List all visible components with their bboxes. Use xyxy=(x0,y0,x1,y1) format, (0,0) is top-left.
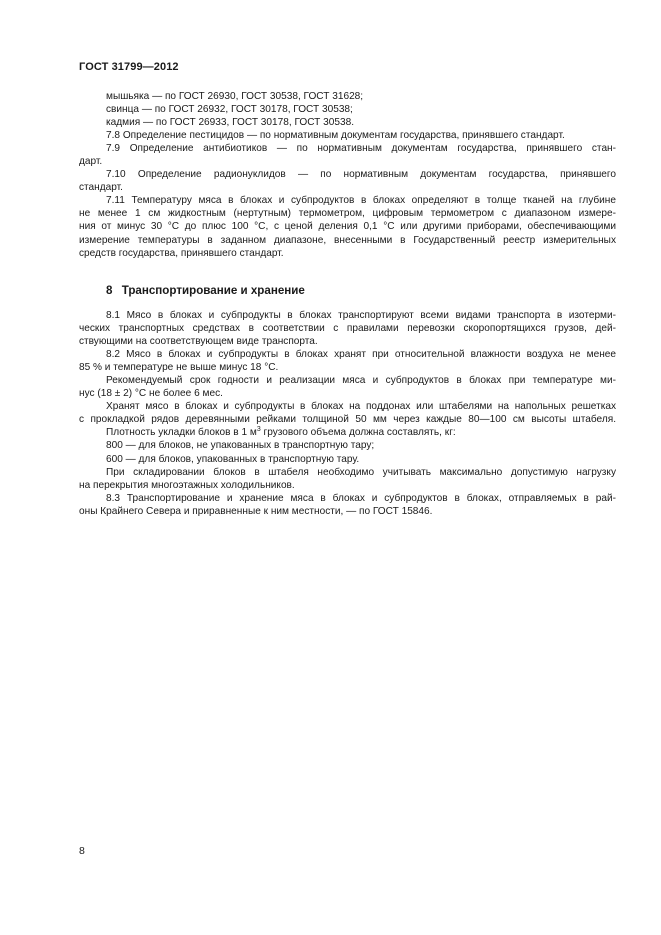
text-line: средств государства, принявшего стандарт. xyxy=(79,247,284,259)
text-line: свинца — по ГОСТ 26932, ГОСТ 30178, ГОСТ 30538; xyxy=(106,104,353,116)
section-heading xyxy=(106,284,305,297)
text-line: нус (18 ± 2) °С не более 6 мес. xyxy=(79,388,223,400)
text-line: мышьяка — по ГОСТ 26930, ГОСТ 30538, ГОСТ 31628; xyxy=(106,91,364,102)
clause-8-2: 8.2 Мясо в блоках и субпродукты в блоках хранят при относительной влажности воздуха не менее xyxy=(106,349,616,361)
list-item: 600 — для блоков, упакованных в транспортную тару. xyxy=(106,453,360,465)
text-line: измерение температуры в заданном диапазоне, внесенными в Государственный реестр измерительных xyxy=(79,234,616,246)
text-line: кадмия — по ГОСТ 26933, ГОСТ 30178, ГОСТ 30538. xyxy=(106,117,355,129)
text-line: на перекрытия многоэтажных холодильников. xyxy=(79,479,295,491)
text-line: 85 % и температуре не выше минус 18 °С. xyxy=(79,362,279,374)
density-text-before: Плотность укладки блоков в 1 м xyxy=(106,427,257,439)
section-7-continuation xyxy=(79,90,616,260)
section-number: 8 xyxy=(106,284,113,297)
text-line: ния от минус 30 °С до плюс 100 °С, с ценой деления 0,1 °С или другими приборами, обеспечивающими xyxy=(79,221,616,233)
text-line: оны Крайнего Севера и приравненные к ним местности, — по ГОСТ 15846. xyxy=(79,505,433,517)
density-line xyxy=(79,426,616,439)
clause-8-3: 8.3 Транспортирование и хранение мяса в блоках и субпродуктов в блоках, отправляемых в рай- xyxy=(106,492,616,504)
section-title: Транспортирование и хранение xyxy=(121,284,305,297)
document-code-header: ГОСТ 31799—2012 xyxy=(79,61,179,73)
list-item: 800 — для блоков, не упакованных в транспортную тару; xyxy=(106,440,375,452)
text-line: дарт. xyxy=(79,156,103,168)
clause-7-10: 7.10 Определение радионуклидов — по нормативным документам государства, принявшего xyxy=(106,169,616,181)
text-line: с прокладкой рядов деревянными рейками толщиной 50 мм через каждые 80—100 см высоты штабеля. xyxy=(79,414,616,426)
density-text-after: грузового объема должна составлять, кг: xyxy=(260,427,456,439)
clause-7-8: 7.8 Определение пестицидов — по нормативным документам государства, принявшего стандарт. xyxy=(106,130,565,142)
text-line: При складировании блоков в штабеля необходимо учитывать максимально допустимую нагрузку xyxy=(106,466,616,478)
page-number: 8 xyxy=(79,845,85,857)
clause-8-1: 8.1 Мясо в блоках и субпродукты в блоках транспортируют всеми видами транспорта в изотерми- xyxy=(106,310,616,321)
clause-7-9: 7.9 Определение антибиотиков — по нормативным документам государства, принявшего стан- xyxy=(106,143,616,155)
text-line: ствующими на соответствующем виде транспорта. xyxy=(79,336,318,348)
text-line: Хранят мясо в блоках и субпродукты в блоках на поддонах или штабелями на напольных решетках xyxy=(106,401,616,413)
text-line: стандарт. xyxy=(79,182,123,194)
text-line: Рекомендуемый срок годности и реализации мяса и субпродуктов в блоках при температуре ми- xyxy=(106,375,616,387)
section-8-body xyxy=(79,309,616,518)
text-line: не менее 1 см жидкостным (нертутным) термометром, цифровым термометром с диапазоном измере- xyxy=(79,208,616,220)
superscript-3: 3 xyxy=(256,426,261,434)
clause-7-11: 7.11 Температуру мяса в блоках и субпродуктов в блоках определяют в толще тканей на глубине xyxy=(106,195,616,207)
text-line: ческих транспортных средствах в соответствии с правилами перевозки скоропортящихся грузов, дей- xyxy=(79,323,616,335)
